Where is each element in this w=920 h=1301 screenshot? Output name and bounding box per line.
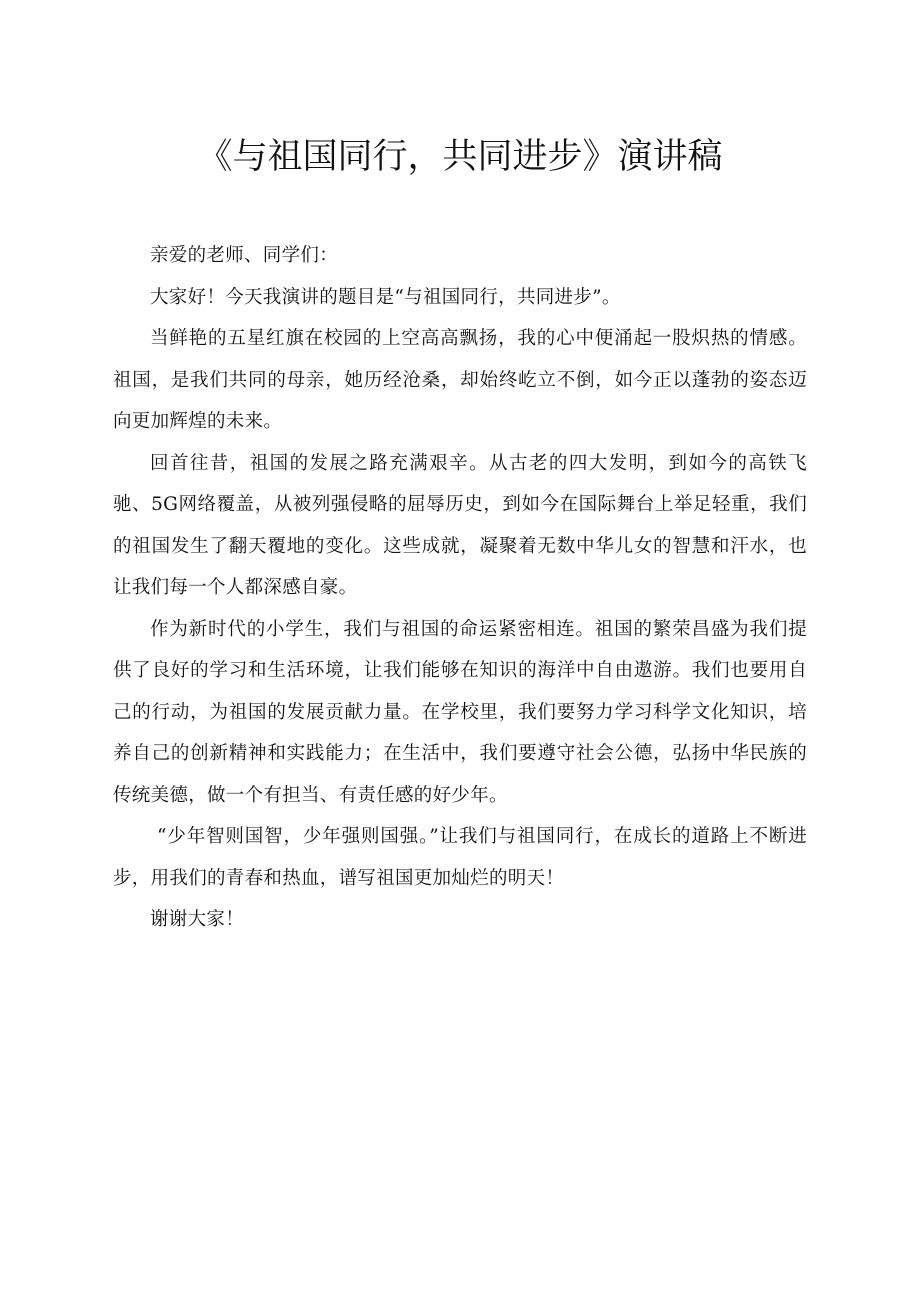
paragraph-students: 作为新时代的小学生，我们与祖国的命运紧密相连。祖国的繁荣昌盛为我们提供了良好的学习和生活环境，让我们能够在知识的海洋中自由遨游。我们也要用自己的行动，为祖国的发展贡献力量。在学校里，我们要努力学习科学文化知识，培养自己的创新精神和实践能力；在生活中，我们要遵守社会公德，弘扬中华民族的传统美德，做一个有担当、有责任感的好少年。	[113, 618, 807, 806]
paragraph-history: 回首往昔，祖国的发展之路充满艰辛。从古老的四大发明，到如今的高铁飞驰、5G网络覆盖，从被列强侵略的屈辱历史，到如今在国际舞台上举足轻重，我们的祖国发生了翻天覆地的变化。这些成就，凝聚着无数中华儿女的智慧和汗水，也让我们每一个人都深感自豪。	[113, 452, 807, 598]
paragraph-greeting: 亲爱的老师、同学们：	[150, 245, 339, 266]
paragraph-opening: 大家好！今天我演讲的题目是“与祖国同行，共同进步”。	[150, 286, 621, 308]
paragraph-flag: 当鲜艳的五星红旗在校园的上空高高飘扬，我的心中便涌起一股炽热的情感。祖国，是我们共同的母亲，她历经沧桑，却始终屹立不倒，如今正以蓬勃的姿态迈向更加辉煌的未来。	[113, 328, 807, 432]
paragraph-quote: “少年智则国智，少年强则国强。”让我们与祖国同行，在成长的道路上不断进步，用我们的青春和热血，谱写祖国更加灿烂的明天！	[113, 826, 807, 889]
document-body	[113, 235, 807, 941]
paragraph-thanks: 谢谢大家！	[150, 909, 245, 930]
document-title: 《与祖国同行，共同进步》演讲稿	[197, 137, 723, 177]
